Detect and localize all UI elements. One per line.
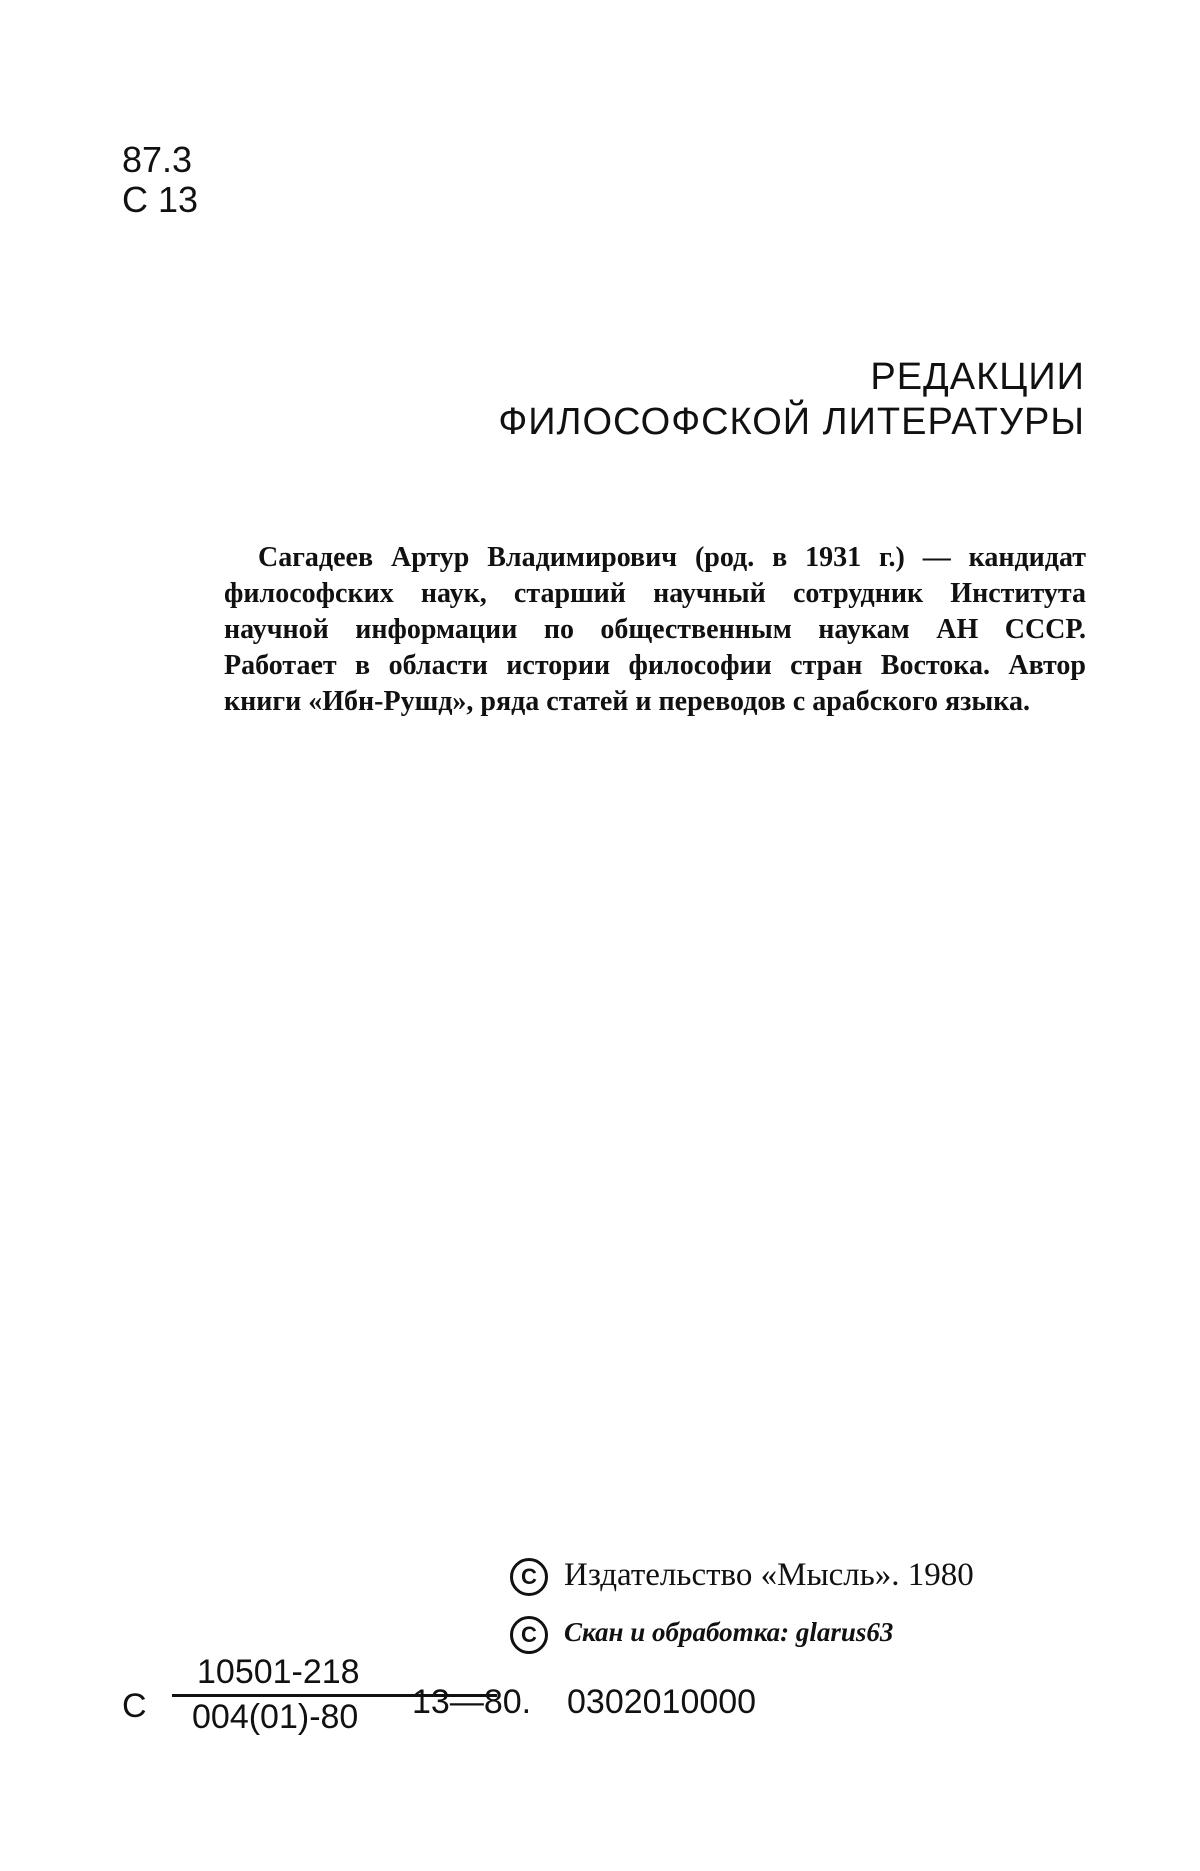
copyright-line — [510, 1555, 974, 1596]
index-number: 13—80. — [412, 1683, 532, 1721]
index-letter: С — [122, 1687, 147, 1725]
editorial-line-1: РЕДАКЦИИ — [870, 356, 1085, 398]
author-bio: Сагадеев Артур Владимирович (род. в 1931 г.) — кандидат философских наук, старший научный сотрудник Института научной информации по общественным наукам АН СССР. Работает в области истории философии стран Востока. Автор книги «Ибн-Рушд», ряда статей и переводов с арабского языка. — [224, 542, 1086, 717]
index-numerator: 10501-218 — [197, 1653, 360, 1691]
classification-line-2: С 13 — [122, 179, 199, 220]
copyright-icon: C — [510, 1616, 548, 1654]
copyright-text: Издательство «Мысль». 1980 — [564, 1557, 974, 1593]
editorial-heading — [185, 355, 1085, 445]
classification-line-1: 87.3 — [122, 139, 193, 180]
copyright-icon: C — [510, 1558, 548, 1596]
index-code: 0302010000 — [567, 1683, 757, 1721]
index-denominator: 004(01)-80 — [192, 1698, 359, 1736]
classification-code — [122, 140, 198, 220]
editorial-line-2: ФИЛОСОФСКОЙ ЛИТЕРАТУРЫ — [498, 401, 1085, 443]
scan-credit-text: Скан и обработка: glarus63 — [564, 1617, 894, 1647]
scan-credit-line — [510, 1615, 893, 1654]
